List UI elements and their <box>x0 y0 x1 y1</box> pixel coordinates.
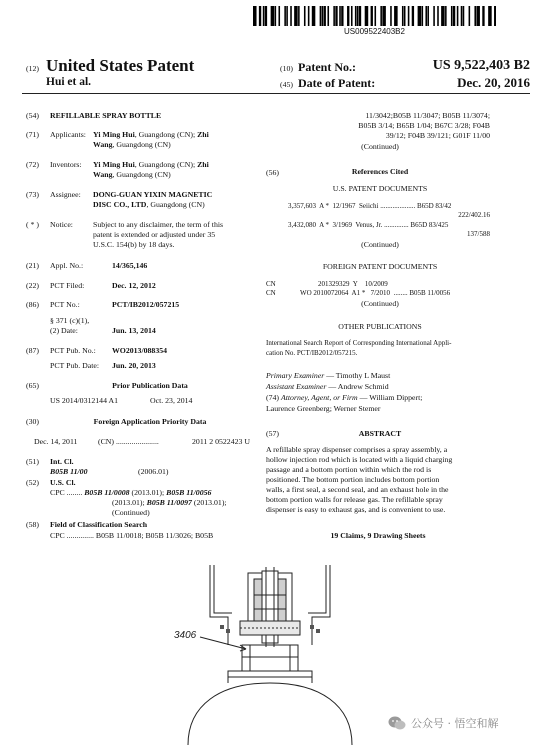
barcode-bar <box>451 6 453 26</box>
references-title: References Cited <box>351 167 409 176</box>
us-doc-row: 3,357,603 A * 12/1967 Seiichi .................... B65D 83/42 <box>288 202 452 210</box>
barcode-bar <box>427 6 429 26</box>
us-cl-cpc: CPC ........ B05B 11/0008 (2013.01); B05B 11/0056 (2013.01); B05B 11/0097 (2013.01); (Continued) <box>50 488 227 517</box>
field-22-code: (22) <box>26 281 39 290</box>
inventors-label: Inventors: <box>50 160 82 169</box>
field-51-code: (51) <box>26 457 39 466</box>
barcode-bar <box>351 6 353 26</box>
barcode-number: US009522403B2 <box>344 27 405 36</box>
barcode-bar <box>437 6 439 26</box>
barcode-bar <box>371 6 373 26</box>
patent-number-code: (10) <box>280 64 293 73</box>
int-cl-label: Int. Cl. <box>50 457 74 466</box>
primary-examiner: Primary Examiner — Timothy L Maust <box>266 371 391 380</box>
prior-pub-date: Oct. 23, 2014 <box>150 396 193 405</box>
us-docs-continued: (Continued) <box>361 240 399 249</box>
barcode-bar <box>469 6 471 26</box>
barcode <box>253 6 496 26</box>
pct-no: PCT/IB2012/057215 <box>112 300 180 309</box>
barcode-bar <box>265 6 267 26</box>
field-search-label: Field of Classification Search <box>50 520 148 529</box>
barcode-bar <box>290 6 292 26</box>
barcode-bar <box>482 6 484 26</box>
barcode-bar <box>396 6 398 26</box>
us-doc-class: 137/588 <box>467 230 490 238</box>
s371-date: Jun. 13, 2014 <box>112 326 156 335</box>
barcode-bar <box>278 6 280 26</box>
patent-number: US 9,522,403 B2 <box>432 58 530 73</box>
prior-pub-title: Prior Publication Data <box>112 381 188 390</box>
barcode-bar <box>355 6 357 26</box>
appl-no: 14/365,146 <box>112 261 148 270</box>
assignee-label: Assignee: <box>50 190 81 199</box>
barcode-bar <box>494 6 496 26</box>
patent-number-label: Patent No.: <box>298 60 356 74</box>
barcode-bar <box>322 6 324 26</box>
barcode-bar <box>286 6 288 26</box>
field-30-code: (30) <box>26 417 39 426</box>
barcode-bar <box>367 6 369 26</box>
field-54-code: (54) <box>26 111 39 120</box>
barcode-bar <box>359 6 361 26</box>
foreign-doc-row: 201329329 Y 10/2009 <box>318 280 388 288</box>
field-71-code: (71) <box>26 130 39 139</box>
int-cl-class: B05B 11/00 <box>50 467 88 476</box>
patent-date-label: Date of Patent: <box>298 76 376 90</box>
field-search-line: CPC .............. B05B 11/0018; B05B 11/3026; B05B <box>50 531 214 540</box>
inventor-short: Hui et al. <box>46 76 92 88</box>
barcode-bar <box>333 6 335 26</box>
barcode-bar <box>445 6 447 26</box>
drawing-ref-label: 3406 <box>174 630 197 641</box>
barcode-bar <box>298 6 300 26</box>
barcode-bar <box>263 6 265 26</box>
int-cl-version: (2006.01) <box>138 467 169 476</box>
field-58-code: (58) <box>26 520 39 529</box>
s371-label: § 371 (c)(1), <box>50 316 90 325</box>
foreign-doc-row: CN <box>266 289 276 297</box>
field-57-code: (57) <box>266 429 279 438</box>
priority-country: (CN) ...................... <box>98 437 159 446</box>
other-publications-text: International Search Report of Corresponding International Appli- cation No. PCT/IB2012/057215. <box>266 339 452 357</box>
barcode-bar <box>390 6 392 26</box>
abstract-text: A refillable spray dispenser comprises a spray assembly, a hollow injection rod which is located with a liquid charging passage and a bottom portion within which the rod is positioned. The bottom portion includes bottom portion walls, a first seal, a second seal, and an exhaust hole in the bottom portion walls for release gas. The refillable spray dispenser is easy to exhaust gas, and is convenient to use. <box>266 445 453 514</box>
barcode-bar <box>375 6 377 26</box>
doc-type-code: (12) <box>26 64 39 73</box>
barcode-bar <box>443 6 445 26</box>
barcode-bar <box>304 6 306 26</box>
barcode-bar <box>327 6 329 26</box>
title: REFILLABLE SPRAY BOTTLE <box>50 111 162 120</box>
pct-pub-no: WO2013/088354 <box>112 346 168 355</box>
field-65-code: (65) <box>26 381 39 390</box>
priority-number: 2011 2 0522423 U <box>192 437 250 446</box>
barcode-bar <box>259 6 261 26</box>
field-86-code: (86) <box>26 300 39 309</box>
foreign-docs-continued: (Continued) <box>361 299 399 308</box>
foreign-doc-row: WO 2010072064 A1 * 7/2010 ........ B05B 11/0056 <box>300 289 451 297</box>
other-publications-title: OTHER PUBLICATIONS <box>338 322 422 331</box>
classification-continued: 11/3042;B05B 11/3047; B05B 11/3074; B05B 3/14; B65B 1/04; B67C 3/28; F04B 39/12; F04B 39/121; G01F 11/00 <box>358 111 490 140</box>
field-56-code: (56) <box>266 168 279 177</box>
barcode-bar <box>478 6 480 26</box>
field-72-code: (72) <box>26 160 39 169</box>
barcode-bar <box>380 6 382 26</box>
barcode-bar <box>314 6 316 26</box>
pct-filed: Dec. 12, 2012 <box>112 281 156 290</box>
patent-date: Dec. 20, 2016 <box>457 75 530 90</box>
pct-no-label: PCT No.: <box>50 300 80 309</box>
barcode-bar <box>341 6 343 26</box>
notice-label: Notice: <box>50 220 73 229</box>
us-doc-row: 3,432,080 A * 3/1969 Venus, Jr. .............. B65D 83/425 <box>288 221 449 229</box>
header-rule <box>22 93 530 94</box>
appl-no-label: Appl. No.: <box>50 261 84 270</box>
assignee: DONG-GUAN YIXIN MAGNETIC DISC CO., LTD, Guangdong (CN) <box>93 190 213 209</box>
attorney-line2: Laurence Greenberg; Werner Stemer <box>266 404 381 413</box>
barcode-bar <box>461 6 463 26</box>
inventors: Yi Ming Hui, Guangdong (CN); Zhi Wang, Guangdong (CN) <box>93 160 209 179</box>
us-docs-title: U.S. PATENT DOCUMENTS <box>332 184 428 193</box>
us-doc-class: 222/402.16 <box>458 211 490 219</box>
barcode-bar <box>320 6 322 26</box>
assistant-examiner: Assistant Examiner — Andrew Schmid <box>266 382 389 391</box>
field-52-code: (52) <box>26 478 39 487</box>
priority-date: Dec. 14, 2011 <box>34 437 78 446</box>
barcode-bar <box>384 6 386 26</box>
claims-summary: 19 Claims, 9 Drawing Sheets <box>330 531 426 540</box>
s371-date-label: (2) Date: <box>50 326 78 335</box>
barcode-bar <box>324 6 326 26</box>
abstract-title: ABSTRACT <box>358 429 402 438</box>
wechat-icon <box>388 715 406 731</box>
barcode-bar <box>422 6 424 26</box>
barcode-bar <box>457 6 459 26</box>
barcode-bar <box>308 6 310 26</box>
barcode-bar <box>463 6 465 26</box>
barcode-bar <box>412 6 414 26</box>
barcode-bar <box>433 6 435 26</box>
barcode-bar <box>490 6 492 26</box>
barcode-bar <box>284 6 286 26</box>
doc-type: United States Patent <box>46 56 195 75</box>
barcode-bar <box>275 6 277 26</box>
barcode-bar <box>357 6 359 26</box>
barcode-bar <box>255 6 257 26</box>
attorney: (74) Attorney, Agent, or Firm — William Dippert; <box>266 393 423 402</box>
foreign-doc-row: CN <box>266 280 276 288</box>
barcode-bar <box>425 6 427 26</box>
prior-pub-number: US 2014/0312144 A1 <box>50 396 119 405</box>
barcode-bar <box>296 6 298 26</box>
barcode-bar <box>453 6 455 26</box>
barcode-bar <box>273 6 275 26</box>
patent-date-code: (45) <box>280 80 293 89</box>
us-cl-label: U.S. Cl. <box>50 478 76 487</box>
notice-code: ( * ) <box>26 220 39 229</box>
barcode-bar <box>402 6 404 26</box>
priority-title: Foreign Application Priority Data <box>93 417 207 426</box>
applicants-label: Applicants: <box>50 130 86 139</box>
notice-text: Subject to any disclaimer, the term of this patent is extended or adjusted under 35 U.S.C. 154(b) by 18 days. <box>93 220 224 249</box>
barcode-bar <box>420 6 422 26</box>
pct-pub-no-label: PCT Pub. No.: <box>50 346 96 355</box>
field-87-code: (87) <box>26 346 39 355</box>
pct-filed-label: PCT Filed: <box>50 281 85 290</box>
applicants: Yi Ming Hui, Guangdong (CN); Zhi Wang, Guangdong (CN) <box>93 130 209 149</box>
pct-pub-date: Jun. 20, 2013 <box>112 361 156 370</box>
classification-continued-label: (Continued) <box>361 142 399 151</box>
barcode-bar <box>408 6 410 26</box>
foreign-docs-title: FOREIGN PATENT DOCUMENTS <box>322 262 438 271</box>
watermark <box>388 712 548 734</box>
barcode-bar <box>404 6 406 26</box>
pct-pub-date-label: PCT Pub. Date: <box>50 361 100 370</box>
field-73-code: (73) <box>26 190 39 199</box>
watermark-text: 公众号 · 悟空和解 <box>411 717 499 730</box>
barcode-bar <box>335 6 337 26</box>
barcode-bar <box>347 6 349 26</box>
patent-drawing <box>170 565 370 745</box>
barcode-bar <box>474 6 476 26</box>
field-21-code: (21) <box>26 261 39 270</box>
barcode-bar <box>339 6 341 26</box>
